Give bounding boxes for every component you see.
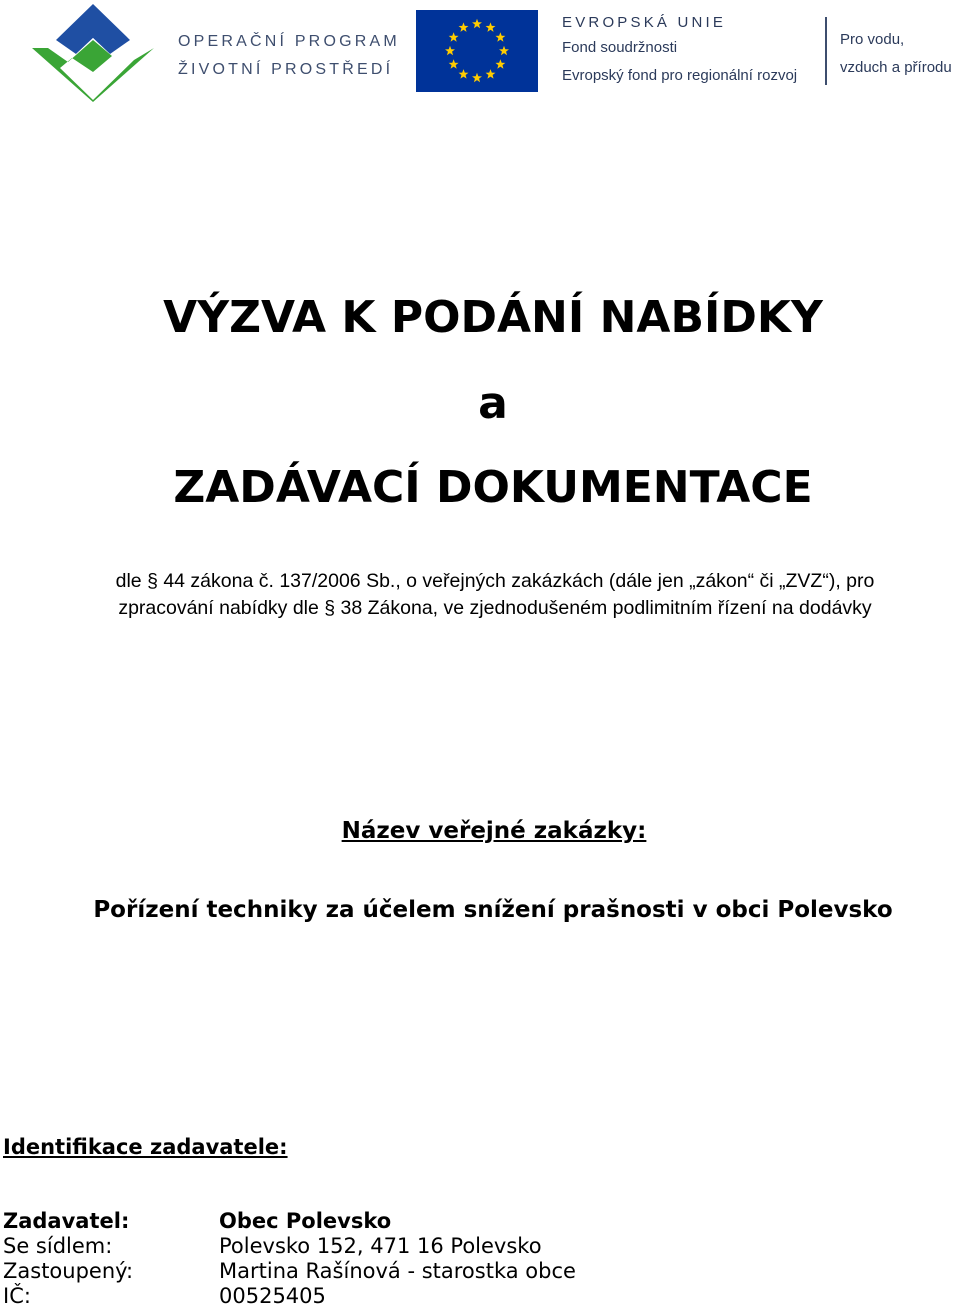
title-conjunction: a [478, 378, 508, 429]
eu-wordmark [562, 12, 797, 90]
eu-title: EVROPSKÁ UNIE [562, 14, 727, 31]
seat-row [3, 1234, 542, 1258]
contracting-authority-row [3, 1209, 391, 1233]
eu-line2: Evropský fond pro regionální rozvoj [562, 67, 798, 84]
identification-heading: Identifikace zadavatele: [3, 1135, 288, 1159]
company-id-row [3, 1284, 326, 1308]
motto-line1: Pro vodu, [840, 31, 905, 48]
row-value: 00525405 [219, 1284, 326, 1308]
document-subtitle: ZADÁVACÍ DOKUMENTACE [173, 462, 813, 513]
motto [840, 26, 952, 82]
eu-flag-icon [416, 10, 538, 92]
motto-line2: vzduch a přírodu [840, 59, 952, 76]
row-label: Se sídlem: [3, 1234, 113, 1258]
eu-line1: Fond soudržnosti [562, 39, 678, 56]
row-label: IČ: [3, 1284, 31, 1308]
represented-by-row [3, 1259, 576, 1283]
document-title: VÝZVA K PODÁNÍ NABÍDKY [163, 292, 823, 343]
row-value: Polevsko 152, 471 16 Polevsko [219, 1234, 542, 1258]
intro-line2: zpracování nabídky dle § 38 Zákona, ve zjednodušeném podlimitním řízení na dodávky [118, 597, 872, 619]
intro-line1: dle § 44 zákona č. 137/2006 Sb., o veřejných zakázkách (dále jen „zákon“ či „ZVZ“), pro [115, 570, 875, 592]
row-label: Zadavatel: [3, 1209, 130, 1233]
op-line2: ŽIVOTNÍ PROSTŘEDÍ [178, 61, 394, 78]
op-zp-logo-icon [30, 2, 156, 102]
op-zp-wordmark [178, 28, 400, 84]
contract-name: Pořízení techniky za účelem snížení prašnosti v obci Polevsko [93, 897, 893, 923]
row-value: Martina Rašínová - starostka obce [219, 1259, 576, 1283]
contract-name-label: Název veřejné zakázky: [341, 818, 647, 844]
row-label: Zastoupený: [3, 1259, 134, 1283]
intro-paragraph [30, 568, 960, 622]
op-line1: OPERAČNÍ PROGRAM [178, 33, 400, 50]
row-value: Obec Polevsko [219, 1209, 392, 1233]
header-divider [825, 17, 827, 85]
